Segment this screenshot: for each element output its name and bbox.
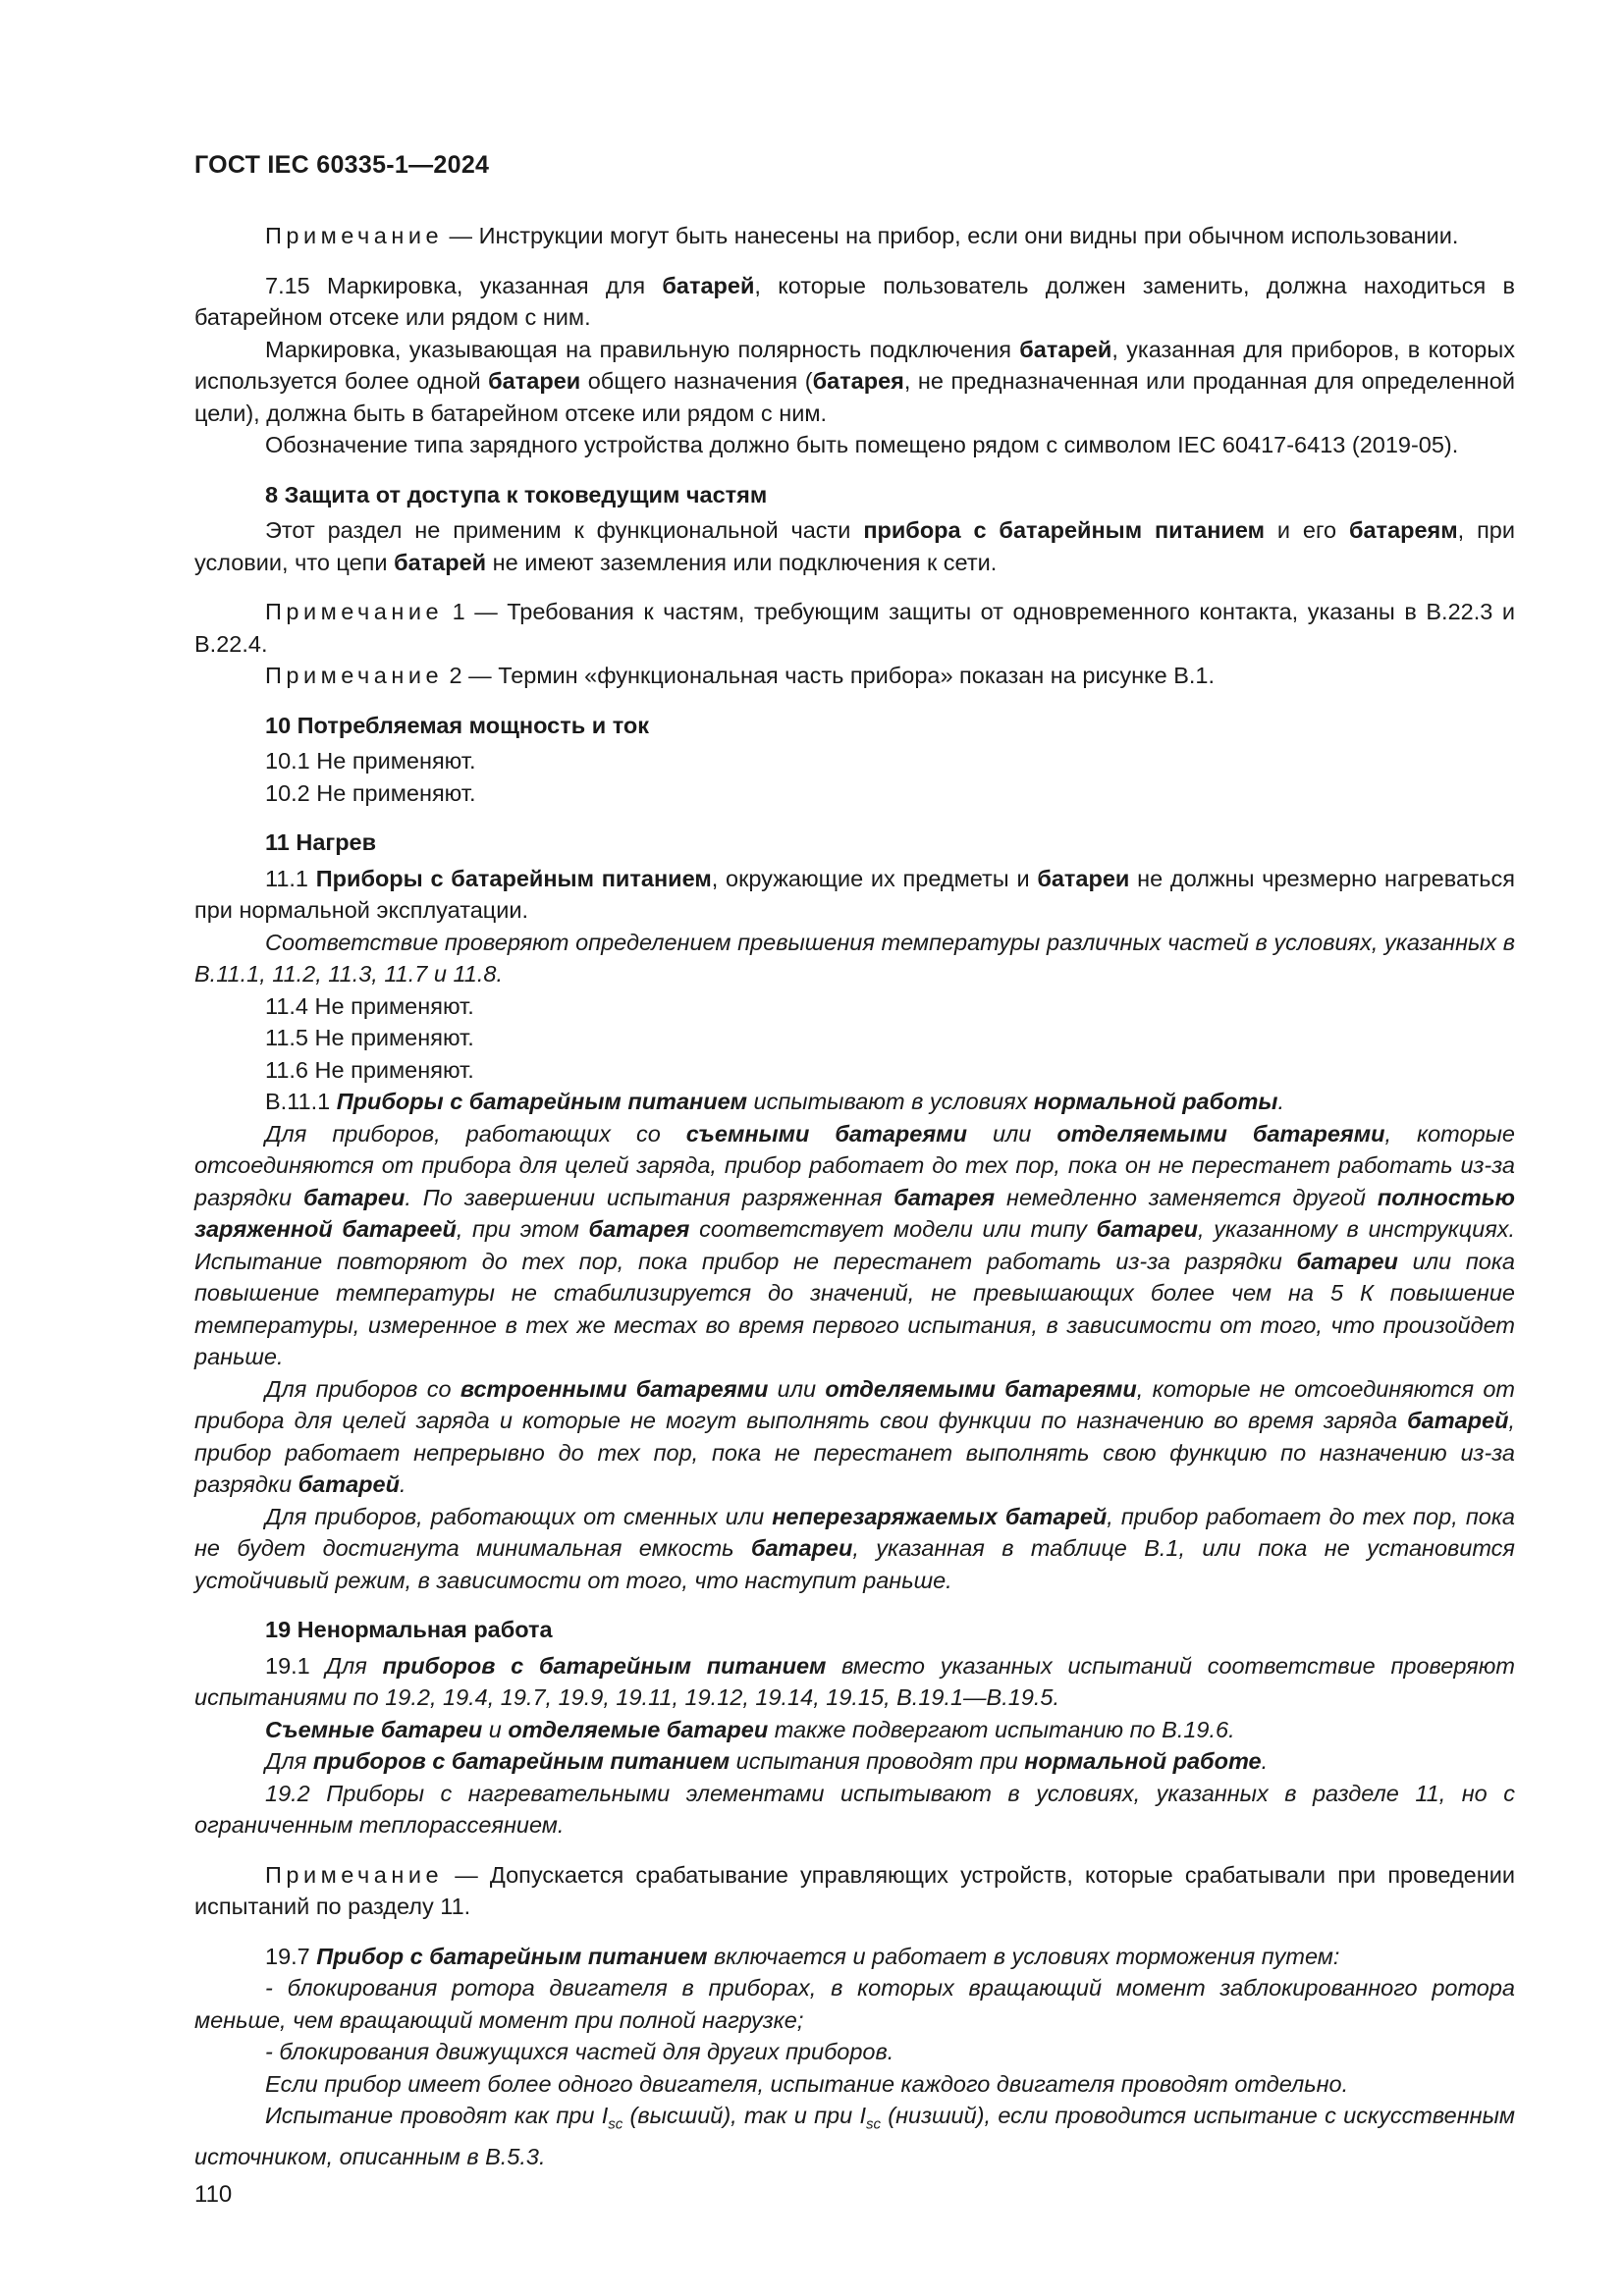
term: нормальной работы (1033, 1089, 1278, 1114)
term: батареи (488, 368, 581, 394)
term: Прибор с батарейным питанием (316, 1943, 708, 1969)
note-7 (194, 220, 1515, 252)
text: Этот раздел не применим к функциональной части (265, 517, 864, 543)
term: Приборы с батарейным питанием (315, 865, 712, 891)
text: , указанная в таблице В.1, или пока не установится устойчивый режим, в зависимости от того, что наступит раньше. (194, 1535, 1515, 1593)
text: Для (265, 1748, 313, 1774)
paragraph-19-7-isc (194, 2100, 1515, 2173)
text: не имеют заземления или подключения к сети. (486, 549, 998, 575)
text: и его (1265, 517, 1349, 543)
list-item: 10.2 Не применяют. (265, 779, 476, 806)
text: включается и работает в условиях торможения путем: (707, 1943, 1340, 1969)
note-label: Примечание (265, 663, 444, 688)
paragraph-19-7 (194, 1941, 1515, 1973)
list-item: - блокирования движущихся частей для других приборов. (265, 2039, 894, 2064)
text: Маркировка, указывающая на правильную полярность подключения (265, 336, 1020, 362)
term: батарея (893, 1184, 996, 1210)
text: Для приборов со (265, 1375, 460, 1402)
term: полностью заряженной батареей (194, 1184, 1515, 1242)
term: батарей (662, 272, 755, 298)
list-item: 11.5 Не применяют. (265, 1025, 474, 1050)
term: батарея (812, 368, 904, 394)
term: приборов с батарейным питанием (312, 1748, 731, 1774)
paragraph-b-11-1 (194, 1086, 1515, 1118)
text: . (1277, 1089, 1285, 1114)
list-item: - блокирования ротора двигателя в приборах, в которых вращающий момент заблокированного ротора меньше, чем вращающий момент при полной нагрузке; (194, 1975, 1515, 2033)
page-content (194, 220, 1515, 2173)
section-heading-8: 8 Защита от доступа к токоведущим частям (265, 481, 768, 507)
note-label: Примечание (265, 599, 444, 624)
text: испытывают в условиях (747, 1089, 1034, 1114)
text: 7.15 Маркировка, указанная для (265, 272, 663, 298)
term: отделяемые батареи (508, 1716, 769, 1742)
note-label: Примечание (265, 223, 444, 248)
term: приборов с батарейным питанием (382, 1652, 827, 1679)
note-label: Примечание (265, 1861, 444, 1888)
text: , прибор работает непрерывно до тех пор, пока не перестанет выполнять свою функцию по назначению из-за разрядки (194, 1408, 1515, 1497)
section-heading-10: 10 Потребляемая мощность и ток (265, 712, 650, 738)
text: и (482, 1716, 509, 1742)
term: батарей (298, 1471, 400, 1497)
term: батареи (302, 1184, 406, 1210)
text: Для приборов, работающих со (265, 1120, 686, 1147)
paragraph-19-7-motors: Если прибор имеет более одного двигателя, испытание каждого двигателя проводят отдельно. (265, 2070, 1349, 2097)
note-text: 1 — Требования к частям, требующим защиты от одновременного контакта, указаны в В.22.3 и В.22.4. (194, 599, 1515, 657)
text: общего назначения ( (580, 368, 813, 394)
text: (высший), так и при I (623, 2103, 866, 2128)
paragraph-b-11-non-rechargeable (194, 1501, 1515, 1597)
paragraph-19-1-normal (194, 1745, 1515, 1778)
text: , при условии, что цепи (194, 517, 1515, 575)
section-heading-19: 19 Ненормальная работа (265, 1617, 553, 1642)
text: . (1261, 1748, 1269, 1774)
paragraph-19-2: 19.2 Приборы с нагревательными элементами испытывают в условиях, указанных в разделе 11, но с ограниченным теплорассеянием. (194, 1780, 1515, 1838)
page-number: 110 (194, 2181, 233, 2208)
text: испытания проводят при (730, 1748, 1025, 1774)
term: встроенными батареями (460, 1375, 769, 1402)
text: или (768, 1375, 826, 1402)
document-header: ГОСТ IEC 60335-1—2024 (194, 151, 490, 179)
paragraph-19-1 (194, 1650, 1515, 1714)
text: (низший), если проводится испытание с искусственным источником, описанным в В.5.3. (194, 2103, 1515, 2170)
term: батареи (1096, 1216, 1198, 1242)
term: отделяемыми батареями (1056, 1120, 1385, 1147)
text: , которые отсоединяются от прибора для целей заряда, прибор работает до тех пор, пока он не перестанет работать из-за разрядки (194, 1120, 1515, 1210)
text: , прибор работает до тех пор, пока не будет достигнута минимальная емкость (194, 1503, 1515, 1561)
text: , которые пользователь должен заменить, должна находиться в батарейном отсеке или рядом с ним. (194, 272, 1516, 330)
paragraph-11-1 (194, 863, 1515, 927)
list-item: 11.6 Не применяют. (265, 1056, 474, 1083)
text: , указанная для приборов, в которых используется более одной (194, 336, 1515, 394)
text: В.11.1 (265, 1089, 337, 1114)
text: Для (325, 1652, 383, 1679)
text: также подвергают испытанию по В.19.6. (768, 1716, 1235, 1742)
list-item: 10.1 Не применяют. (265, 748, 476, 774)
note-8-2 (194, 660, 1515, 692)
text: 11.1 (265, 865, 316, 891)
text: не должны чрезмерно нагреваться при нормальной эксплуатации. (194, 865, 1515, 923)
term: Приборы с батарейным питанием (336, 1089, 748, 1114)
term: батареи (750, 1535, 853, 1561)
note-text: — Допускается срабатывание управляющих устройств, которые срабатывали при проведении испытаний по разделу 11. (194, 1861, 1515, 1919)
section-heading-11: 11 Нагрев (265, 829, 377, 855)
text: , указанному в инструкциях. Испытание повторяют до тех пор, пока прибор не перестанет работать из-за разрядки (194, 1216, 1516, 1274)
list-item: 11.4 Не применяют. (265, 992, 474, 1019)
term: прибора с батарейным питанием (863, 517, 1265, 543)
text: , при этом (456, 1216, 589, 1242)
text: . По завершении испытания разряженная (405, 1184, 894, 1210)
text: 19.7 (265, 1943, 317, 1969)
text: , окружающие их предметы и (711, 865, 1038, 891)
text: вместо указанных испытаний соответствие проверяют испытаниями по 19.2, 19.4, 19.7, 19.9, 19.11, 19.12, 19.14, 19.15, В.19.1—В.19.5. (194, 1652, 1515, 1710)
note-text: — Инструкции могут быть нанесены на прибор, если они видны при обычном использовании. (443, 223, 1459, 248)
term: батарей (1407, 1408, 1509, 1433)
paragraph-7-15-charger: Обозначение типа зарядного устройства должно быть помещено рядом с символом IEC 60417-6413 (2019-05). (265, 432, 1459, 457)
term: батарей (394, 549, 487, 575)
text: Для приборов, работающих от сменных или (265, 1503, 773, 1529)
paragraph-7-15-polarity (194, 334, 1515, 430)
term: батареям (1348, 517, 1458, 543)
term: неперезаряжаемых батарей (772, 1503, 1108, 1529)
term: батарея (588, 1216, 690, 1242)
term: нормальной работе (1024, 1748, 1262, 1774)
note-19 (194, 1859, 1515, 1923)
text: немедленно заменяется другой (995, 1184, 1378, 1210)
paragraph-7-15 (194, 270, 1515, 334)
term: отделяемыми батареями (825, 1375, 1137, 1402)
text: , не предназначенная или проданная для определенной цели), должна быть в батарейном отсеке или рядом с ним. (194, 368, 1515, 426)
term: батареи (1296, 1248, 1398, 1274)
term: Съемные батареи (265, 1716, 483, 1742)
note-8-1 (194, 596, 1515, 660)
text: или (966, 1120, 1057, 1147)
text: соответствует модели или типу (689, 1216, 1097, 1242)
text: Испытание проводят как при I (265, 2103, 609, 2128)
term: батарей (1019, 336, 1112, 362)
subscript: sc (866, 2115, 881, 2133)
paragraph-8 (194, 514, 1515, 578)
paragraph-11-compliance: Соответствие проверяют определением превышения температуры различных частей в условиях, указанных в В.11.1, 11.2, 11.3, 11.7 и 11.8. (194, 929, 1515, 987)
text: 19.1 (265, 1652, 326, 1679)
text: или пока повышение температуры не стабилизируется до значений, не превышающих более чем на 5 К повышение температуры, измеренное в тех же местах во время первого испытания, в зависимости от того, что произойдет раньше. (194, 1248, 1515, 1369)
term: батареи (1037, 865, 1130, 891)
note-text: 2 — Термин «функциональная часть прибора» показан на рисунке В.1. (443, 663, 1215, 688)
subscript: sc (608, 2115, 623, 2133)
paragraph-19-1-removable (194, 1714, 1515, 1746)
paragraph-b-11-removable (194, 1118, 1515, 1373)
text: , которые не отсоединяются от прибора для целей заряда и которые не могут выполнять свои функции по назначению во время заряда (194, 1375, 1516, 1433)
term: съемными батареями (685, 1120, 967, 1147)
paragraph-b-11-built-in (194, 1373, 1515, 1501)
text: . (399, 1471, 406, 1497)
